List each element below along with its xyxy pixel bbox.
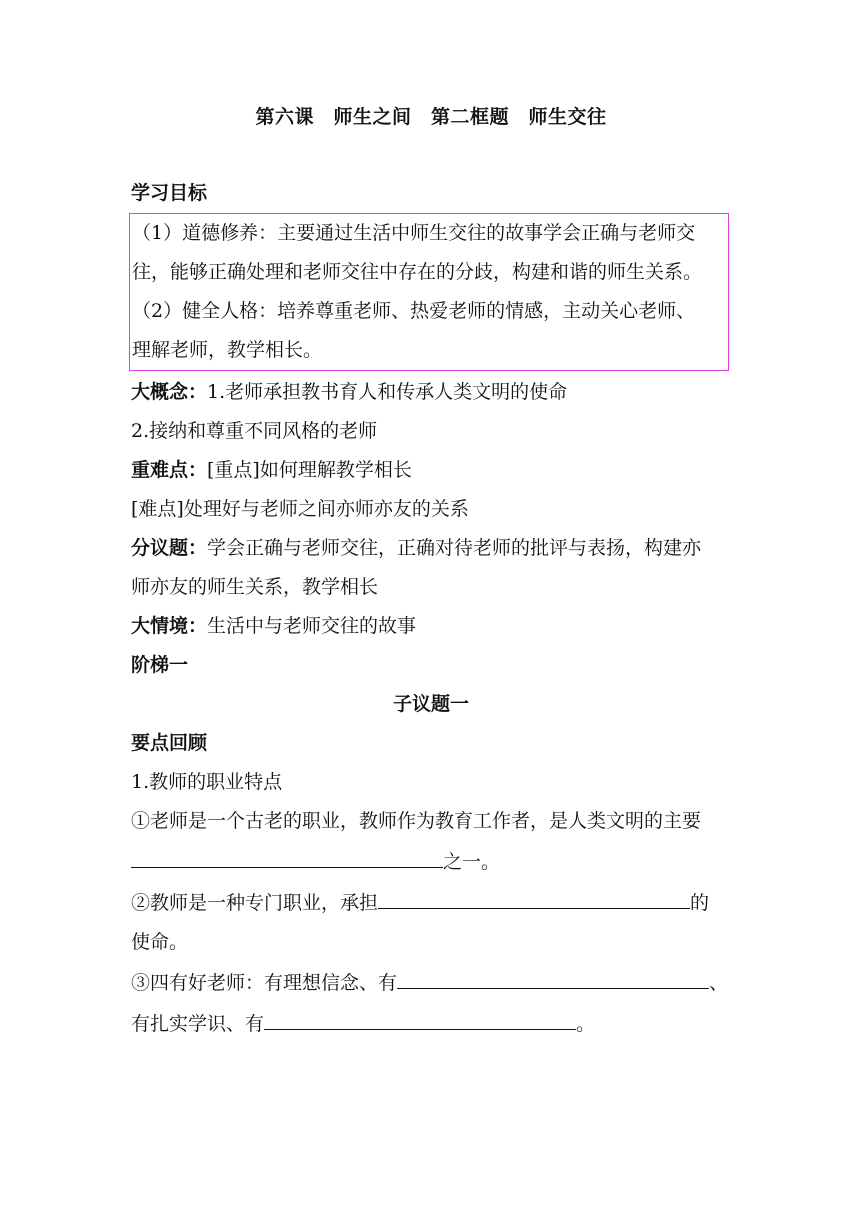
review-heading: 要点回顾 (131, 732, 208, 754)
ladder-heading: 阶梯一 (131, 654, 189, 676)
sub-topic-text-1: 学会正确与老师交往，正确对待老师的批评与表扬，构建亦 (207, 537, 702, 559)
big-concept-line-1 (131, 373, 731, 412)
question-2-prefix: ②教师是一种专门职业，承担 (131, 892, 379, 914)
key-points-line-1 (131, 451, 731, 490)
objective-line-2: 往，能够正确处理和老师交往中存在的分歧，构建和谐的师生关系。 (132, 261, 703, 283)
question-1-suffix: 之一。 (443, 851, 501, 873)
key-point-text: [重点]如何理解教学相长 (207, 459, 412, 481)
key-points-label: 重难点： (131, 459, 208, 481)
question-3-line2-suffix: 。 (576, 1013, 596, 1035)
objective-line-3: （2）健全人格：培养尊重老师、热爱老师的情感，主动关心老师、 (132, 300, 696, 322)
question-3-suffix: 、 (709, 972, 729, 994)
objectives-box (129, 213, 729, 371)
sub-topic-label: 分议题： (131, 537, 208, 559)
question-3-line-1 (131, 962, 731, 1003)
fill-blank-1[interactable] (131, 841, 443, 868)
objective-line-1: （1）道德修养：主要通过生活中师生交往的故事学会正确与老师交 (132, 222, 696, 244)
big-concept-text-1: 1.老师承担教书育人和传承人类文明的使命 (207, 381, 568, 403)
sub-topic-line-1 (131, 529, 731, 568)
big-concept-label: 大概念： (131, 381, 208, 403)
question-2-line-1 (131, 882, 731, 923)
fill-blank-3[interactable] (397, 962, 709, 989)
objectives-heading: 学习目标 (131, 182, 208, 204)
sub-topic-one-heading: 子议题一 (392, 693, 469, 715)
question-3-line2-prefix: 有扎实学识、有 (131, 1013, 265, 1035)
question-2-line-2: 使命。 (131, 931, 189, 953)
question-1-line-1: ①老师是一个古老的职业，教师作为教育工作者，是人类文明的主要 (131, 810, 702, 832)
document-page (131, 100, 731, 1044)
question-3-line-2 (131, 1003, 731, 1044)
fill-blank-2[interactable] (378, 882, 690, 909)
key-points-line-2: [难点]处理好与老师之间亦师亦友的关系 (131, 498, 469, 520)
big-scenario-label: 大情境： (131, 615, 208, 637)
question-3-prefix: ③四有好老师：有理想信念、有 (131, 972, 398, 994)
big-scenario-line (131, 607, 731, 646)
objective-line-4: 理解老师，教学相长。 (132, 339, 323, 361)
fill-blank-4[interactable] (264, 1003, 576, 1030)
big-concept-line-2: 2.接纳和尊重不同风格的老师 (131, 420, 378, 442)
sub-topic-line-2: 师亦友的师生关系，教学相长 (131, 576, 379, 598)
document-title: 第六课 师生之间 第二框题 师生交往 (255, 106, 607, 128)
big-scenario-text: 生活中与老师交往的故事 (207, 615, 417, 637)
question-2-suffix: 的 (690, 892, 710, 914)
question-1-line-2 (131, 841, 731, 882)
review-item: 1.教师的职业特点 (131, 771, 283, 793)
